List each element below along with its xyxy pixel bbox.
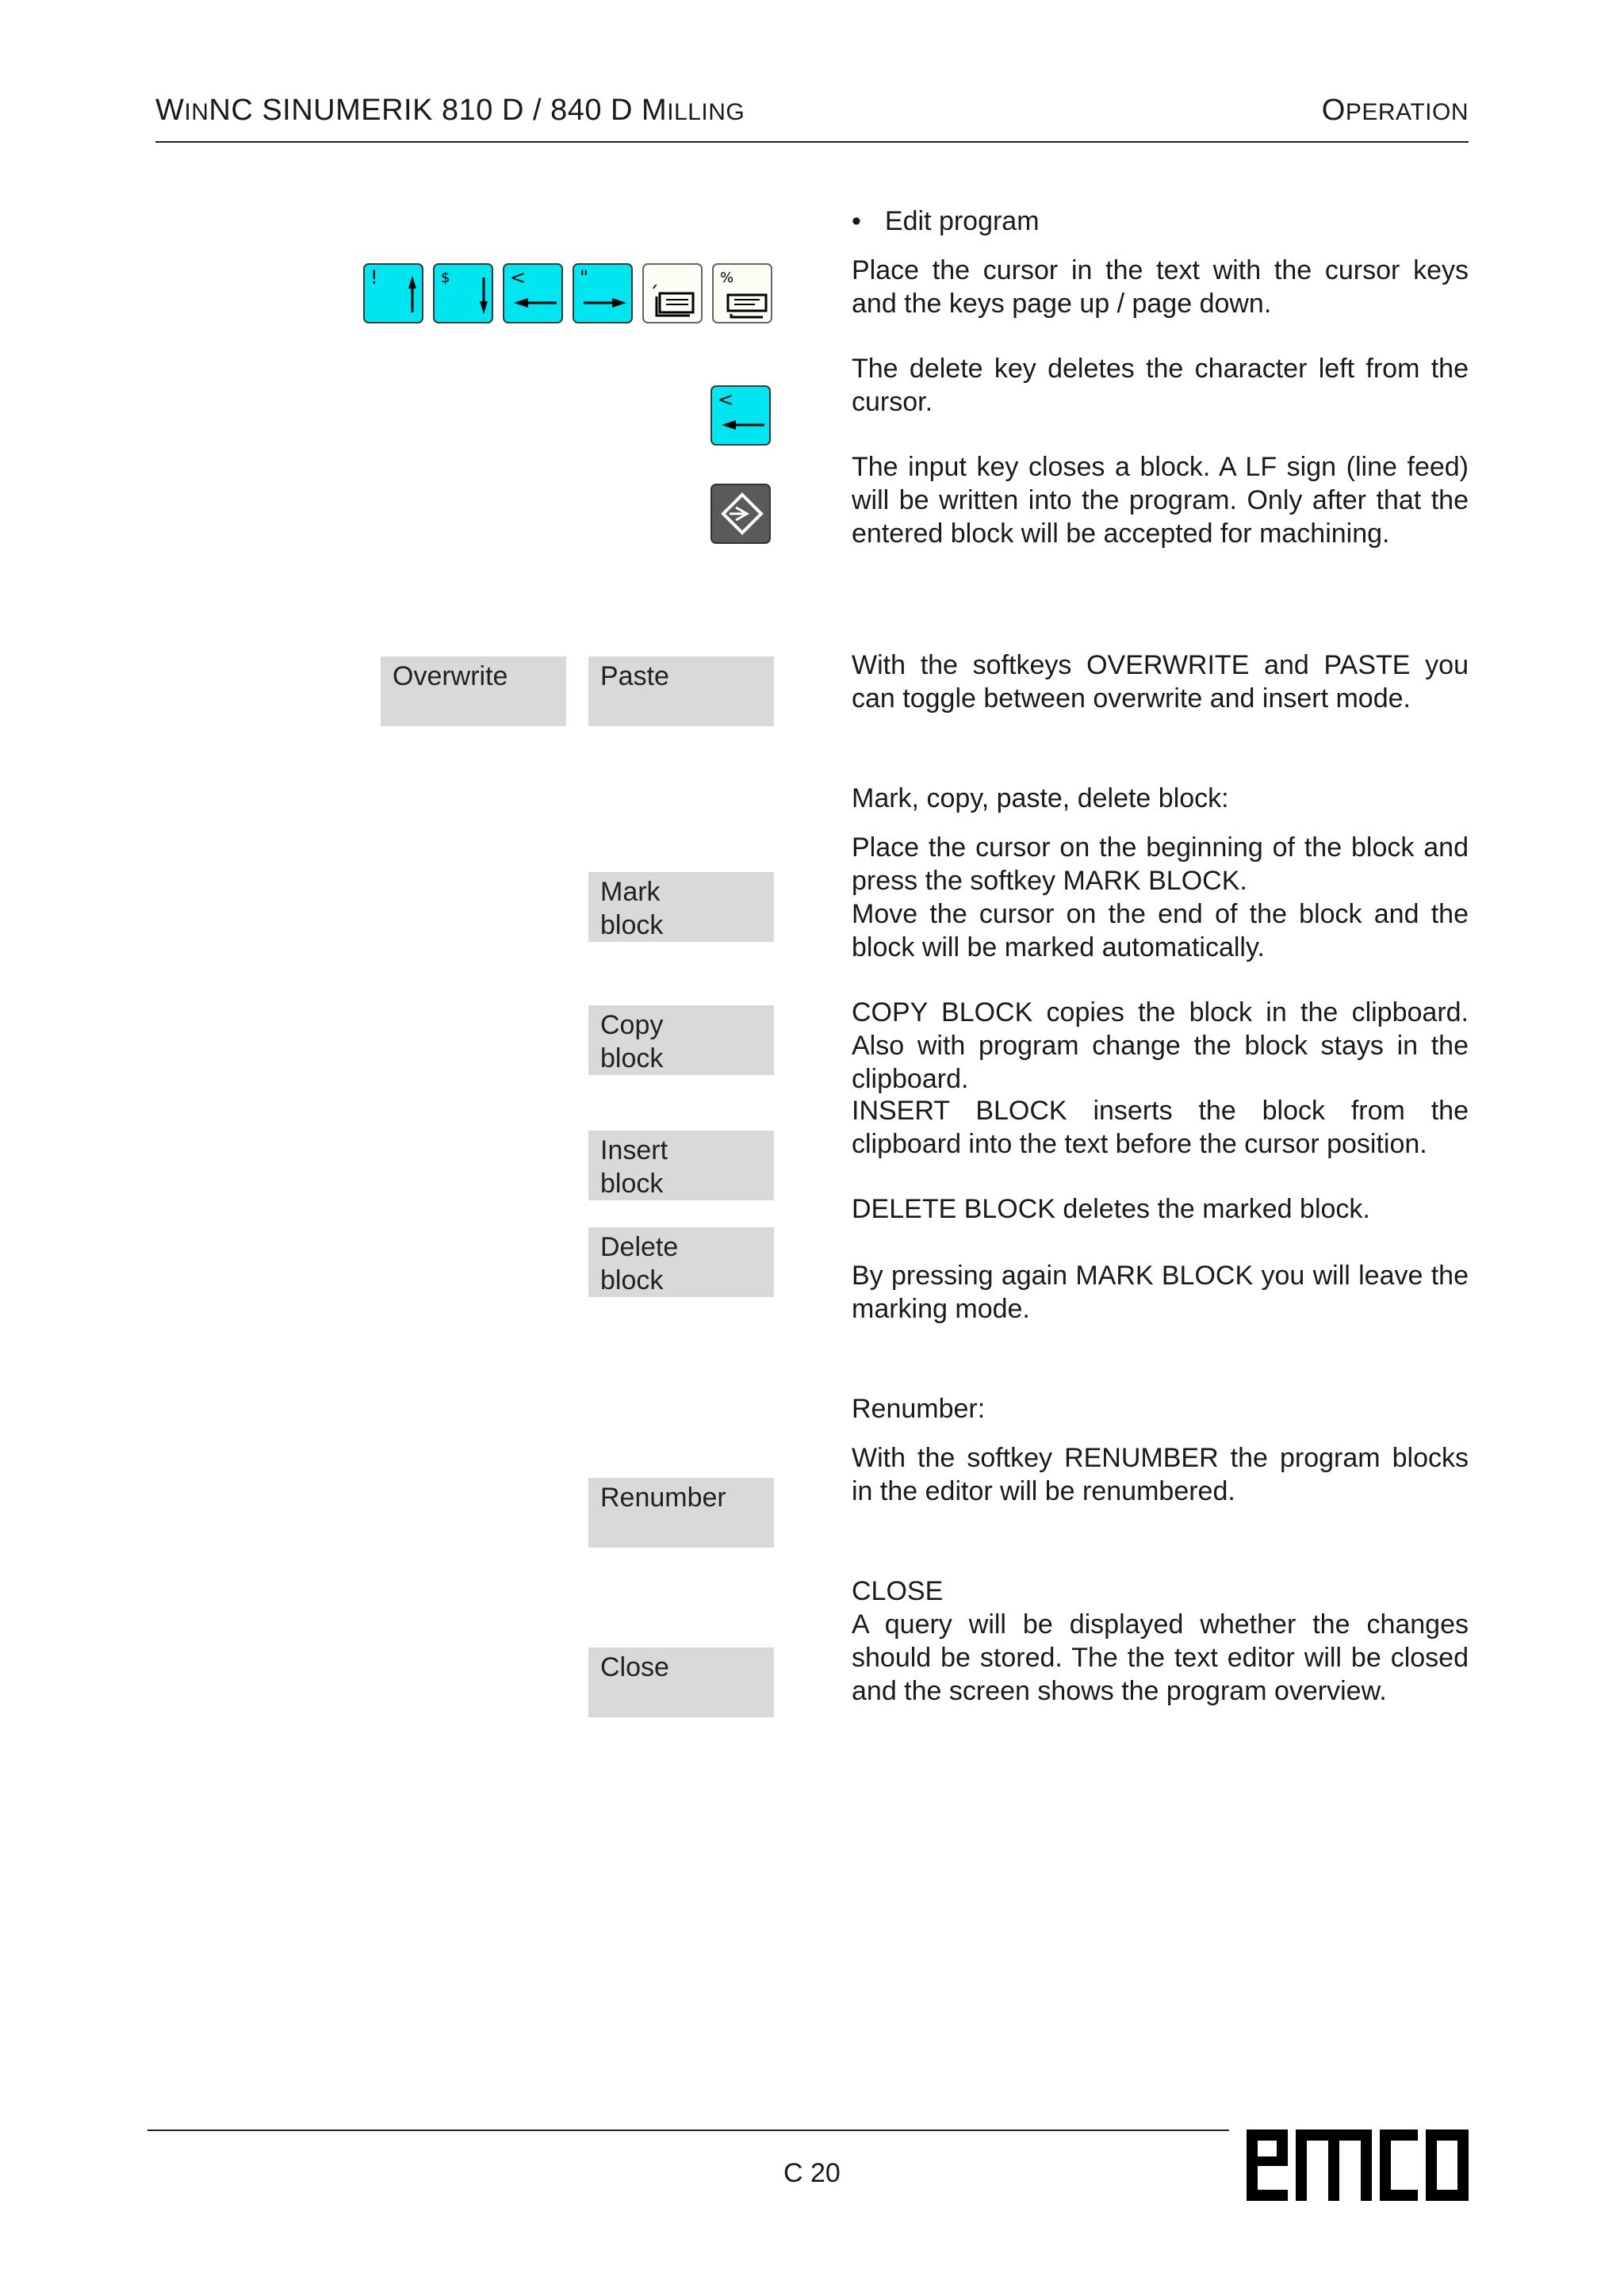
edit-program-heading: Edit program	[884, 206, 1040, 236]
title-part: ILLING	[667, 99, 745, 125]
footer-rule	[147, 2130, 1229, 2131]
softkey-delete-block	[588, 1227, 774, 1297]
delete-key	[710, 385, 771, 446]
move-cursor-paragraph: Move the cursor on the end of the block and the block will be marked automatically.	[852, 899, 1469, 962]
softkey-paste: Paste	[588, 656, 774, 726]
page-down-icon	[714, 265, 774, 325]
softkey-overwrite: Overwrite	[381, 656, 566, 726]
page-up-icon	[644, 265, 704, 325]
softkey-mark-block	[588, 872, 774, 942]
cursor-down-icon	[435, 265, 495, 325]
cursor-up-icon	[365, 265, 425, 325]
overwrite-paragraph: With the softkeys OVERWRITE and PASTE you can toggle between overwrite and insert mode.	[852, 650, 1469, 714]
section-part: O	[1321, 94, 1346, 127]
page-up-key	[642, 263, 703, 323]
close-heading: CLOSE	[852, 1576, 944, 1606]
key-label: $	[441, 270, 450, 286]
mark-block-paragraph: Place the cursor on the beginning of the block and press the softkey MARK BLOCK.	[852, 832, 1469, 896]
input-key-icon	[712, 485, 772, 545]
cursor-up-key	[363, 263, 423, 323]
key-label: !	[370, 266, 378, 289]
key-label: "	[580, 266, 589, 289]
key-label: %	[720, 270, 734, 286]
softkey-label: Copy	[600, 1010, 664, 1040]
cursor-left-icon	[504, 265, 565, 325]
section-title	[1322, 94, 1469, 128]
softkey-label: Mark	[600, 877, 661, 907]
cursor-left-key	[503, 263, 563, 323]
title-part: IN	[184, 99, 209, 125]
renumber-heading: Renumber:	[852, 1394, 986, 1424]
emco-logo	[1243, 2126, 1472, 2204]
cursor-keys-paragraph: Place the cursor in the text with the cursor keys and the keys page up / page down.	[852, 255, 1469, 319]
softkey-insert-block	[588, 1131, 774, 1200]
input-key-paragraph: The input key closes a block. A LF sign (line feed) will be written into the program. Only after that the entered block will be accepted for machining.	[852, 452, 1469, 549]
softkey-label: block	[600, 1169, 664, 1199]
copy-block-paragraph: COPY BLOCK copies the block in the clipboard. Also with program change the block stays in the clipboard.	[852, 997, 1469, 1094]
cursor-down-key	[433, 263, 493, 323]
softkey-label: block	[600, 1265, 664, 1295]
delete-key-paragraph: The delete key deletes the character left from the cursor.	[852, 354, 1469, 417]
key-label: <	[510, 266, 527, 289]
cursor-right-icon	[574, 265, 634, 325]
softkey-label: block	[600, 1043, 664, 1073]
header-rule	[155, 141, 1469, 143]
input-key	[710, 484, 771, 544]
softkey-label: Delete	[600, 1232, 679, 1262]
delete-icon	[712, 387, 772, 447]
renumber-paragraph: With the softkey RENUMBER the program blocks in the editor will be renumbered.	[852, 1443, 1469, 1506]
key-label: <	[718, 388, 734, 411]
mark-block-heading: Mark, copy, paste, delete block:	[852, 783, 1229, 813]
cursor-right-key	[573, 263, 633, 323]
close-paragraph: A query will be displayed whether the changes should be stored. The the text editor will be closed and the screen shows the program overview.	[852, 1609, 1469, 1706]
section-part: PERATION	[1345, 99, 1469, 125]
softkey-copy-block	[588, 1005, 774, 1075]
document-title	[155, 94, 745, 128]
mark-again-paragraph: By pressing again MARK BLOCK you will leave the marking mode.	[852, 1261, 1469, 1324]
softkey-renumber: Renumber	[588, 1478, 774, 1548]
bullet-symbol: •	[852, 206, 861, 236]
key-label: ´	[649, 283, 659, 307]
page-down-key	[712, 263, 772, 323]
title-part: NC SINUMERIK 810 D / 840 D M	[209, 94, 668, 127]
bullet-edit-program	[852, 205, 1469, 238]
title-part: W	[155, 94, 185, 127]
softkey-label: Insert	[600, 1135, 668, 1165]
page-number: C 20	[783, 2158, 841, 2188]
insert-block-paragraph: INSERT BLOCK inserts the block from the clipboard into the text before the cursor position.	[852, 1096, 1469, 1159]
delete-block-paragraph: DELETE BLOCK deletes the marked block.	[852, 1194, 1370, 1224]
softkey-close: Close	[588, 1647, 774, 1717]
softkey-label: block	[600, 910, 664, 940]
